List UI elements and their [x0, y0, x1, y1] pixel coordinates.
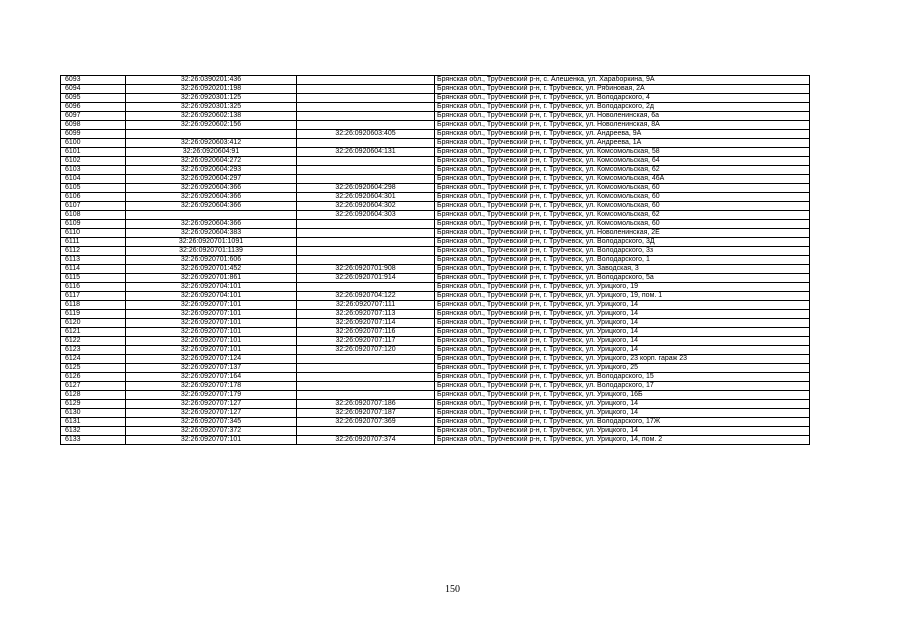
table-row — [61, 166, 810, 175]
address-cell: Брянская обл., Трубчевский р-н, г. Трубчевск, ул. Урицкого, 19 — [435, 283, 810, 292]
address-cell: Брянская обл., Трубчевский р-н, г. Трубчевск, ул. Новоленинская, 2Е — [435, 229, 810, 238]
address-cell: Брянская обл., Трубчевский р-н, г. Трубчевск, ул. Володарского, 4 — [435, 94, 810, 103]
table-row — [61, 265, 810, 274]
land-cadastral-number-cell: 32:26:0920707:101 — [126, 337, 297, 346]
object-cadastral-number-cell — [297, 355, 435, 364]
object-cadastral-number-cell — [297, 220, 435, 229]
address-cell: Брянская обл., Трубчевский р-н, г. Трубчевск, ул. Урицкого, 14 — [435, 400, 810, 409]
row-number-cell: 6094 — [61, 85, 126, 94]
land-cadastral-number-cell: 32:26:0920602:156 — [126, 121, 297, 130]
row-number-cell: 6122 — [61, 337, 126, 346]
address-cell: Брянская обл., Трубчевский р-н, г. Трубчевск, ул. Урицкого, 23 корп. гараж 23 — [435, 355, 810, 364]
object-cadastral-number-cell — [297, 256, 435, 265]
land-cadastral-number-cell: 32:26:0920701:606 — [126, 256, 297, 265]
land-cadastral-number-cell: 32:26:0920707:101 — [126, 301, 297, 310]
table-row — [61, 364, 810, 373]
table-row — [61, 193, 810, 202]
row-number-cell: 6096 — [61, 103, 126, 112]
address-cell: Брянская обл., Трубчевский р-н, г. Трубчевск, ул. Урицкого, 16Б — [435, 391, 810, 400]
row-number-cell: 6109 — [61, 220, 126, 229]
address-cell: Брянская обл., Трубчевский р-н, г. Трубчевск, ул. Комсомольская, 64 — [435, 157, 810, 166]
row-number-cell: 6104 — [61, 175, 126, 184]
row-number-cell: 6106 — [61, 193, 126, 202]
row-number-cell: 6102 — [61, 157, 126, 166]
row-number-cell: 6114 — [61, 265, 126, 274]
land-cadastral-number-cell: 32:26:0920707:127 — [126, 400, 297, 409]
object-cadastral-number-cell: 32:26:0920704:122 — [297, 292, 435, 301]
object-cadastral-number-cell — [297, 85, 435, 94]
land-cadastral-number-cell: 32:26:0920604:91 — [126, 148, 297, 157]
row-number-cell: 6099 — [61, 130, 126, 139]
table-row — [61, 409, 810, 418]
object-cadastral-number-cell — [297, 112, 435, 121]
object-cadastral-number-cell — [297, 175, 435, 184]
land-cadastral-number-cell: 32:26:0920604:383 — [126, 229, 297, 238]
row-number-cell: 6108 — [61, 211, 126, 220]
address-cell: Брянская обл., Трубчевский р-н, г. Трубчевск, ул. Урицкого, 14, пом. 2 — [435, 436, 810, 445]
address-cell: Брянская обл., Трубчевский р-н, г. Трубчевск, ул. Андреева, 1А — [435, 139, 810, 148]
table-row — [61, 337, 810, 346]
object-cadastral-number-cell: 32:26:0920604:301 — [297, 193, 435, 202]
address-cell: Брянская обл., Трубчевский р-н, г. Трубчевск, ул. Комсомольская, 62 — [435, 211, 810, 220]
land-cadastral-number-cell: 32:26:0920707:345 — [126, 418, 297, 427]
land-cadastral-number-cell: 32:26:0920602:138 — [126, 112, 297, 121]
table-row — [61, 148, 810, 157]
table-row — [61, 310, 810, 319]
table-row — [61, 427, 810, 436]
table-row — [61, 211, 810, 220]
row-number-cell: 6118 — [61, 301, 126, 310]
object-cadastral-number-cell: 32:26:0920701:908 — [297, 265, 435, 274]
address-cell: Брянская обл., Трубчевский р-н, г. Трубчевск, ул. Урицкого, 14 — [435, 337, 810, 346]
object-cadastral-number-cell: 32:26:0920707:114 — [297, 319, 435, 328]
object-cadastral-number-cell: 32:26:0920604:302 — [297, 202, 435, 211]
address-cell: Брянская обл., Трубчевский р-н, г. Трубчевск, ул. Комсомольская, 60 — [435, 220, 810, 229]
object-cadastral-number-cell — [297, 121, 435, 130]
address-cell: Брянская обл., Трубчевский р-н, г. Трубчевск, ул. Володарского, 1 — [435, 256, 810, 265]
row-number-cell: 6130 — [61, 409, 126, 418]
land-cadastral-number-cell: 32:26:0920707:127 — [126, 409, 297, 418]
object-cadastral-number-cell — [297, 382, 435, 391]
table-row — [61, 355, 810, 364]
object-cadastral-number-cell — [297, 247, 435, 256]
address-cell: Брянская обл., Трубчевский р-н, г. Трубчевск, ул. Комсомольская, 46А — [435, 175, 810, 184]
table-row — [61, 238, 810, 247]
table-row — [61, 400, 810, 409]
table-row — [61, 130, 810, 139]
row-number-cell: 6119 — [61, 310, 126, 319]
row-number-cell: 6112 — [61, 247, 126, 256]
row-number-cell: 6124 — [61, 355, 126, 364]
object-cadastral-number-cell: 32:26:0920707:187 — [297, 409, 435, 418]
address-cell: Брянская обл., Трубчевский р-н, г. Трубчевск, ул. Новоленинская, 6а — [435, 112, 810, 121]
land-cadastral-number-cell: 32:26:0920707:101 — [126, 436, 297, 445]
object-cadastral-number-cell — [297, 373, 435, 382]
object-cadastral-number-cell — [297, 157, 435, 166]
object-cadastral-number-cell: 32:26:0920707:117 — [297, 337, 435, 346]
land-cadastral-number-cell: 32:26:0920707:179 — [126, 391, 297, 400]
land-cadastral-number-cell: 32:26:0920604:293 — [126, 166, 297, 175]
row-number-cell: 6111 — [61, 238, 126, 247]
table-row — [61, 229, 810, 238]
row-number-cell: 6097 — [61, 112, 126, 121]
row-number-cell: 6113 — [61, 256, 126, 265]
land-cadastral-number-cell: 32:26:0920604:272 — [126, 157, 297, 166]
table-row — [61, 184, 810, 193]
object-cadastral-number-cell — [297, 139, 435, 148]
land-cadastral-number-cell: 32:26:0920604:366 — [126, 184, 297, 193]
table-row — [61, 247, 810, 256]
table-row — [61, 274, 810, 283]
land-cadastral-number-cell: 32:26:0920604:297 — [126, 175, 297, 184]
address-cell: Брянская обл., Трубчевский р-н, г. Трубчевск, ул. Андреева, 9А — [435, 130, 810, 139]
land-cadastral-number-cell: 32:26:0920701:1139 — [126, 247, 297, 256]
address-cell: Брянская обл., Трубчевский р-н, г. Трубчевск, ул. Урицкого, 14 — [435, 319, 810, 328]
land-cadastral-number-cell: 32:26:0920707:124 — [126, 355, 297, 364]
land-cadastral-number-cell: 32:26:0920707:137 — [126, 364, 297, 373]
address-cell: Брянская обл., Трубчевский р-н, г. Трубчевск, ул. Володарского, 15 — [435, 373, 810, 382]
page-number: 150 — [445, 584, 460, 595]
land-cadastral-number-cell: 32:26:0920707:101 — [126, 346, 297, 355]
row-number-cell: 6125 — [61, 364, 126, 373]
address-cell: Брянская обл., Трубчевский р-н, г. Трубчевск, ул. Заводская, 3 — [435, 265, 810, 274]
object-cadastral-number-cell — [297, 391, 435, 400]
row-number-cell: 6115 — [61, 274, 126, 283]
object-cadastral-number-cell — [297, 283, 435, 292]
address-cell: Брянская обл., Трубчевский р-н, г. Трубчевск, ул. Рябиновая, 2А — [435, 85, 810, 94]
object-cadastral-number-cell — [297, 364, 435, 373]
land-cadastral-number-cell: 32:26:0920707:178 — [126, 382, 297, 391]
row-number-cell: 6128 — [61, 391, 126, 400]
address-cell: Брянская обл., Трубчевский р-н, с. Алешенка, ул. Хараборкина, 9А — [435, 76, 810, 85]
row-number-cell: 6127 — [61, 382, 126, 391]
row-number-cell: 6133 — [61, 436, 126, 445]
registry-table — [60, 75, 810, 445]
row-number-cell: 6093 — [61, 76, 126, 85]
object-cadastral-number-cell: 32:26:0920701:914 — [297, 274, 435, 283]
object-cadastral-number-cell: 32:26:0920603:405 — [297, 130, 435, 139]
object-cadastral-number-cell — [297, 238, 435, 247]
table-row — [61, 418, 810, 427]
address-cell: Брянская обл., Трубчевский р-н, г. Трубчевск, ул. Урицкого, 25 — [435, 364, 810, 373]
table-row — [61, 391, 810, 400]
land-cadastral-number-cell: 32:26:0920701:861 — [126, 274, 297, 283]
row-number-cell: 6129 — [61, 400, 126, 409]
row-number-cell: 6103 — [61, 166, 126, 175]
object-cadastral-number-cell: 32:26:0920707:369 — [297, 418, 435, 427]
row-number-cell: 6107 — [61, 202, 126, 211]
land-cadastral-number-cell — [126, 130, 297, 139]
address-cell: Брянская обл., Трубчевский р-н, г. Трубчевск, ул. Володарского, 3Д — [435, 238, 810, 247]
row-number-cell: 6123 — [61, 346, 126, 355]
land-cadastral-number-cell: 32:26:0390201:436 — [126, 76, 297, 85]
row-number-cell: 6120 — [61, 319, 126, 328]
address-cell: Брянская обл., Трубчевский р-н, г. Трубчевск, ул. Володарского, 2д — [435, 103, 810, 112]
land-cadastral-number-cell: 32:26:0920604:366 — [126, 193, 297, 202]
object-cadastral-number-cell: 32:26:0920707:113 — [297, 310, 435, 319]
object-cadastral-number-cell — [297, 427, 435, 436]
table-row — [61, 328, 810, 337]
row-number-cell: 6126 — [61, 373, 126, 382]
land-cadastral-number-cell: 32:26:0920707:101 — [126, 319, 297, 328]
address-cell: Брянская обл., Трубчевский р-н, г. Трубчевск, ул. Комсомольская, 60 — [435, 184, 810, 193]
address-cell: Брянская обл., Трубчевский р-н, г. Трубчевск, ул. Новоленинская, 8А — [435, 121, 810, 130]
object-cadastral-number-cell — [297, 76, 435, 85]
row-number-cell: 6101 — [61, 148, 126, 157]
object-cadastral-number-cell: 32:26:0920604:131 — [297, 148, 435, 157]
address-cell: Брянская обл., Трубчевский р-н, г. Трубчевск, ул. Урицкого, 14 — [435, 409, 810, 418]
address-cell: Брянская обл., Трубчевский р-н, г. Трубчевск, ул. Урицкого, 14 — [435, 310, 810, 319]
land-cadastral-number-cell: 32:26:0920604:366 — [126, 220, 297, 229]
land-cadastral-number-cell: 32:26:0920301:125 — [126, 94, 297, 103]
land-cadastral-number-cell: 32:26:0920701:452 — [126, 265, 297, 274]
address-cell: Брянская обл., Трубчевский р-н, г. Трубчевск, ул. Комсомольская, 62 — [435, 166, 810, 175]
object-cadastral-number-cell: 32:26:0920707:111 — [297, 301, 435, 310]
object-cadastral-number-cell: 32:26:0920707:116 — [297, 328, 435, 337]
table-row — [61, 373, 810, 382]
table-row — [61, 94, 810, 103]
table-row — [61, 382, 810, 391]
object-cadastral-number-cell — [297, 94, 435, 103]
table-row — [61, 202, 810, 211]
table-row — [61, 139, 810, 148]
table-row — [61, 292, 810, 301]
land-cadastral-number-cell: 32:26:0920604:366 — [126, 202, 297, 211]
table-row — [61, 220, 810, 229]
row-number-cell: 6110 — [61, 229, 126, 238]
object-cadastral-number-cell — [297, 166, 435, 175]
address-cell: Брянская обл., Трубчевский р-н, г. Трубчевск, ул. Урицкого, 14 — [435, 427, 810, 436]
address-cell: Брянская обл., Трубчевский р-н, г. Трубчевск, ул. Урицкого, 14 — [435, 301, 810, 310]
object-cadastral-number-cell: 32:26:0920707:186 — [297, 400, 435, 409]
table-row — [61, 319, 810, 328]
table-row — [61, 76, 810, 85]
row-number-cell: 6095 — [61, 94, 126, 103]
address-cell: Брянская обл., Трубчевский р-н, г. Трубчевск, ул. Урицкого, 14 — [435, 328, 810, 337]
row-number-cell: 6100 — [61, 139, 126, 148]
table-row — [61, 103, 810, 112]
table-row — [61, 283, 810, 292]
land-cadastral-number-cell: 32:26:0920707:164 — [126, 373, 297, 382]
table-row — [61, 121, 810, 130]
object-cadastral-number-cell: 32:26:0920604:298 — [297, 184, 435, 193]
registry-table-body — [61, 76, 810, 445]
land-cadastral-number-cell: 32:26:0920707:101 — [126, 328, 297, 337]
land-cadastral-number-cell: 32:26:0920704:101 — [126, 283, 297, 292]
table-row — [61, 175, 810, 184]
object-cadastral-number-cell: 32:26:0920707:374 — [297, 436, 435, 445]
table-row — [61, 301, 810, 310]
land-cadastral-number-cell: 32:26:0920301:325 — [126, 103, 297, 112]
land-cadastral-number-cell — [126, 211, 297, 220]
address-cell: Брянская обл., Трубчевский р-н, г. Трубчевск, ул. Володарского, 3з — [435, 247, 810, 256]
address-cell: Брянская обл., Трубчевский р-н, г. Трубчевск, ул. Комсомольская, 58 — [435, 148, 810, 157]
land-cadastral-number-cell: 32:26:0920704:101 — [126, 292, 297, 301]
address-cell: Брянская обл., Трубчевский р-н, г. Трубчевск, ул. Володарского, 17Ж — [435, 418, 810, 427]
table-row — [61, 256, 810, 265]
object-cadastral-number-cell: 32:26:0920707:120 — [297, 346, 435, 355]
table-row — [61, 436, 810, 445]
row-number-cell: 6105 — [61, 184, 126, 193]
land-cadastral-number-cell: 32:26:0920201:198 — [126, 85, 297, 94]
address-cell: Брянская обл., Трубчевский р-н, г. Трубчевск, ул. Урицкого, 14 — [435, 346, 810, 355]
object-cadastral-number-cell — [297, 229, 435, 238]
row-number-cell: 6131 — [61, 418, 126, 427]
land-cadastral-number-cell: 32:26:0920707:101 — [126, 310, 297, 319]
land-cadastral-number-cell: 32:26:0920603:412 — [126, 139, 297, 148]
table-row — [61, 85, 810, 94]
address-cell: Брянская обл., Трубчевский р-н, г. Трубчевск, ул. Урицкого, 19, пом. 1 — [435, 292, 810, 301]
land-cadastral-number-cell: 32:26:0920701:1091 — [126, 238, 297, 247]
address-cell: Брянская обл., Трубчевский р-н, г. Трубчевск, ул. Комсомольская, 60 — [435, 202, 810, 211]
land-cadastral-number-cell: 32:26:0920707:372 — [126, 427, 297, 436]
table-row — [61, 346, 810, 355]
row-number-cell: 6098 — [61, 121, 126, 130]
row-number-cell: 6116 — [61, 283, 126, 292]
table-row — [61, 157, 810, 166]
address-cell: Брянская обл., Трубчевский р-н, г. Трубчевск, ул. Комсомольская, 60 — [435, 193, 810, 202]
address-cell: Брянская обл., Трубчевский р-н, г. Трубчевск, ул. Володарского, 5а — [435, 274, 810, 283]
table-row — [61, 112, 810, 121]
row-number-cell: 6121 — [61, 328, 126, 337]
row-number-cell: 6132 — [61, 427, 126, 436]
address-cell: Брянская обл., Трубчевский р-н, г. Трубчевск, ул. Володарского, 17 — [435, 382, 810, 391]
row-number-cell: 6117 — [61, 292, 126, 301]
object-cadastral-number-cell: 32:26:0920604:303 — [297, 211, 435, 220]
object-cadastral-number-cell — [297, 103, 435, 112]
